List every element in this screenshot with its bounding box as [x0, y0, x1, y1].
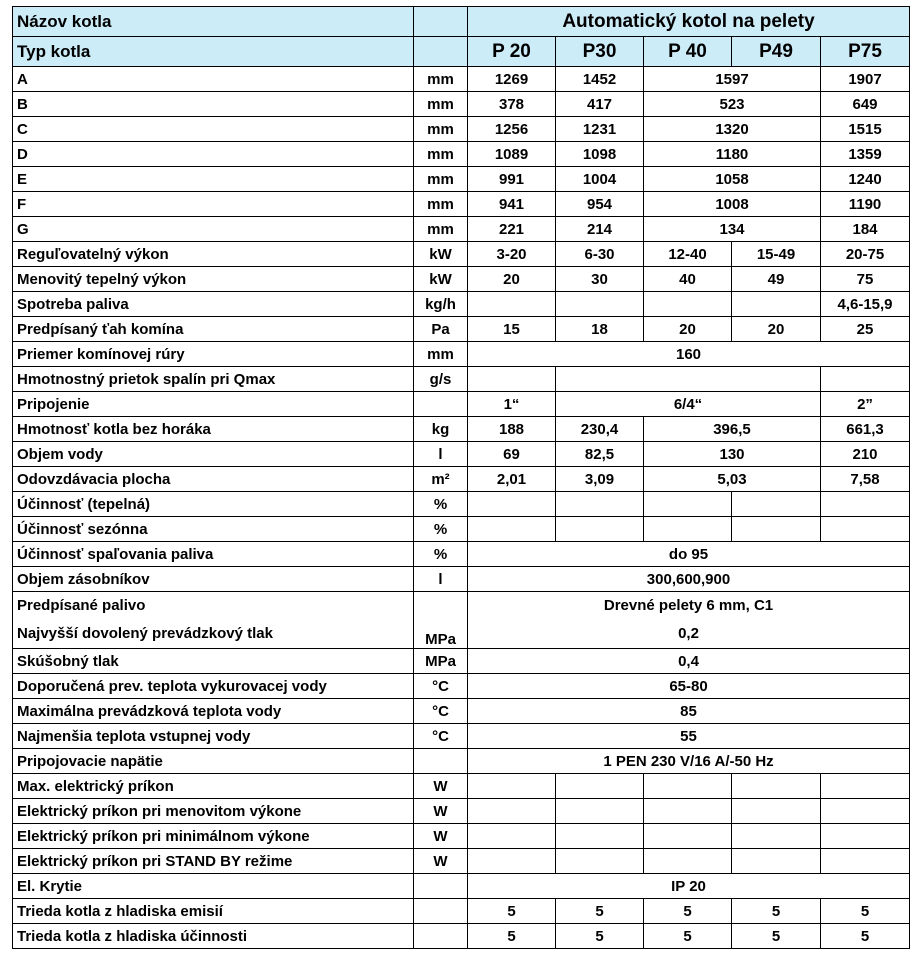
row-unit: l — [414, 442, 468, 467]
row-unit: °C — [414, 724, 468, 749]
cell-p75: 649 — [821, 92, 910, 117]
cell-p75: 210 — [821, 442, 910, 467]
table-row — [13, 92, 910, 117]
row-unit: mm — [414, 192, 468, 217]
cell-p40-p49: 396,5 — [644, 417, 821, 442]
table-row — [13, 217, 910, 242]
row-label: A — [13, 67, 414, 92]
row-label: Predpísaný ťah komína — [13, 317, 414, 342]
cell-p20: 1269 — [468, 67, 556, 92]
table-row — [13, 849, 910, 874]
cell-p30: 3,09 — [556, 467, 644, 492]
cell-p40-p49: 1320 — [644, 117, 821, 142]
cell-all-models: 160 — [468, 342, 910, 367]
table-row — [13, 67, 910, 92]
boiler-name-value: Automatický kotol na pelety — [468, 7, 910, 37]
row-unit: MPa — [414, 649, 468, 674]
cell-p20: 991 — [468, 167, 556, 192]
row-unit: % — [414, 542, 468, 567]
cell-p40-p49: 134 — [644, 217, 821, 242]
cell-p49: 20 — [732, 317, 821, 342]
cell-p30: 1452 — [556, 67, 644, 92]
cell-p40-p49: 5,03 — [644, 467, 821, 492]
row-label: Hmotnosť kotla bez horáka — [13, 417, 414, 442]
table-row — [13, 242, 910, 267]
row-unit: g/s — [414, 367, 468, 392]
row-label: Trieda kotla z hladiska účinnosti — [13, 924, 414, 949]
table-row — [13, 874, 910, 899]
cell-p49: 15-49 — [732, 242, 821, 267]
cell-p20: 5 — [468, 899, 556, 924]
cell-p49: 49 — [732, 267, 821, 292]
cell-p75: 1359 — [821, 142, 910, 167]
row-label: Účinnosť (tepelná) — [13, 492, 414, 517]
cell-all-models: 65-80 — [468, 674, 910, 699]
cell-p75: 20-75 — [821, 242, 910, 267]
table-row — [13, 542, 910, 567]
cell-p75: 7,58 — [821, 467, 910, 492]
cell-p75: 4,6-15,9 — [821, 292, 910, 317]
boiler-type-label: Typ kotla — [13, 37, 414, 67]
cell-p20: 2,01 — [468, 467, 556, 492]
cell-p40: 40 — [644, 267, 732, 292]
row-unit: mm — [414, 92, 468, 117]
cell-p20: 221 — [468, 217, 556, 242]
row-unit: Pa — [414, 317, 468, 342]
cell-p75: 5 — [821, 924, 910, 949]
row-label: Objem vody — [13, 442, 414, 467]
table-row — [13, 167, 910, 192]
boiler-spec-table — [12, 6, 910, 949]
cell-p40-p49: 1008 — [644, 192, 821, 217]
cell-p40-p49: 1058 — [644, 167, 821, 192]
model-header-p49: P49 — [732, 37, 821, 67]
cell-p30: 1004 — [556, 167, 644, 192]
row-unit: kg — [414, 417, 468, 442]
boiler-name-label: Názov kotla — [13, 7, 414, 37]
table-row — [13, 649, 910, 674]
table-row — [13, 317, 910, 342]
row-label: Elektrický príkon pri minimálnom výkone — [13, 824, 414, 849]
row-label: Max. elektrický príkon — [13, 774, 414, 799]
model-header-row — [13, 37, 910, 67]
model-header-p40: P 40 — [644, 37, 732, 67]
row-label: B — [13, 92, 414, 117]
table-row — [13, 567, 910, 592]
row-unit: mm — [414, 67, 468, 92]
cell-p30: 82,5 — [556, 442, 644, 467]
row-unit: W — [414, 799, 468, 824]
cell-p20: 188 — [468, 417, 556, 442]
row-label: Účinnosť sezónna — [13, 517, 414, 542]
cell-p30: 417 — [556, 92, 644, 117]
cell-p20: 1089 — [468, 142, 556, 167]
row-label: Odovzdávacia plocha — [13, 467, 414, 492]
row-label: Doporučená prev. teplota vykurovacej vody — [13, 674, 414, 699]
cell-p20: 378 — [468, 92, 556, 117]
cell-all-models: IP 20 — [468, 874, 910, 899]
cell-p49: 5 — [732, 899, 821, 924]
cell-all-models: 1 PEN 230 V/16 A/-50 Hz — [468, 749, 910, 774]
cell-p75: 2” — [821, 392, 910, 417]
row-unit: W — [414, 824, 468, 849]
row-unit: W — [414, 849, 468, 874]
table-row — [13, 824, 910, 849]
row-label: Pripojovacie napätie — [13, 749, 414, 774]
table-row — [13, 267, 910, 292]
row-label: Maximálna prevádzková teplota vody — [13, 699, 414, 724]
table-row — [13, 699, 910, 724]
row-unit: % — [414, 517, 468, 542]
table-row — [13, 392, 910, 417]
row-unit: kW — [414, 242, 468, 267]
cell-p49: 5 — [732, 924, 821, 949]
table-row — [13, 724, 910, 749]
table-row — [13, 492, 910, 517]
row-unit: l — [414, 567, 468, 592]
cell-all-models: 300,600,900 — [468, 567, 910, 592]
cell-p75: 184 — [821, 217, 910, 242]
cell-all-models: 85 — [468, 699, 910, 724]
row-unit: mm — [414, 142, 468, 167]
row-unit: kW — [414, 267, 468, 292]
cell-p30: 30 — [556, 267, 644, 292]
cell-p20: 1256 — [468, 117, 556, 142]
row-label: Účinnosť spaľovania paliva — [13, 542, 414, 567]
cell-p20: 1“ — [468, 392, 556, 417]
row-label: Predpísané palivo — [17, 597, 146, 614]
cell-p75: 5 — [821, 899, 910, 924]
row-label: Priemer komínovej rúry — [13, 342, 414, 367]
table-row — [13, 799, 910, 824]
cell-p40-p49: 1597 — [644, 67, 821, 92]
row-unit: m² — [414, 467, 468, 492]
row-unit: mm — [414, 342, 468, 367]
row-label: Elektrický príkon pri menovitom výkone — [13, 799, 414, 824]
row-label: Menovitý tepelný výkon — [13, 267, 414, 292]
row-label: Reguľovatelný výkon — [13, 242, 414, 267]
cell-p75: 661,3 — [821, 417, 910, 442]
cell-p40-p49: 130 — [644, 442, 821, 467]
cell-p75: 75 — [821, 267, 910, 292]
cell-p40-p49: 1180 — [644, 142, 821, 167]
row-label: Hmotnostný prietok spalín pri Qmax — [13, 367, 414, 392]
row-unit: °C — [414, 699, 468, 724]
cell-all-models: 55 — [468, 724, 910, 749]
cell-p75: 1240 — [821, 167, 910, 192]
row-label: El. Krytie — [13, 874, 414, 899]
cell-p40: 5 — [644, 899, 732, 924]
cell-p40-p49: 523 — [644, 92, 821, 117]
cell-p75: 1190 — [821, 192, 910, 217]
table-row — [13, 467, 910, 492]
row-label: Najvyšší dovolený prevádzkový tlak — [17, 625, 273, 642]
row-unit: mm — [414, 217, 468, 242]
row-label: Pripojenie — [13, 392, 414, 417]
cell-all-models: 0,2 — [678, 625, 699, 642]
cell-p30: 954 — [556, 192, 644, 217]
cell-p30-p49: 6/4“ — [556, 392, 821, 417]
table-row — [13, 417, 910, 442]
row-unit: mm — [414, 117, 468, 142]
cell-p30: 5 — [556, 924, 644, 949]
row-label: Spotreba paliva — [13, 292, 414, 317]
row-label: D — [13, 142, 414, 167]
row-unit: MPa — [414, 592, 468, 649]
row-label: Objem zásobníkov — [13, 567, 414, 592]
cell-p20: 69 — [468, 442, 556, 467]
row-label: Elektrický príkon pri STAND BY režime — [13, 849, 414, 874]
cell-p30: 1098 — [556, 142, 644, 167]
table-row — [13, 292, 910, 317]
table-row — [13, 674, 910, 699]
row-label: E — [13, 167, 414, 192]
model-header-p20: P 20 — [468, 37, 556, 67]
table-row — [13, 774, 910, 799]
table-row — [13, 749, 910, 774]
row-label: Trieda kotla z hladiska emisií — [13, 899, 414, 924]
title-row — [13, 7, 910, 37]
table-row — [13, 117, 910, 142]
table-row — [13, 367, 910, 392]
cell-p20: 3-20 — [468, 242, 556, 267]
cell-p30: 1231 — [556, 117, 644, 142]
row-unit: W — [414, 774, 468, 799]
cell-p40: 20 — [644, 317, 732, 342]
table-row — [13, 442, 910, 467]
cell-p30: 230,4 — [556, 417, 644, 442]
cell-p20: 5 — [468, 924, 556, 949]
table-row — [13, 924, 910, 949]
cell-p75: 1907 — [821, 67, 910, 92]
cell-p40: 12-40 — [644, 242, 732, 267]
cell-p20: 15 — [468, 317, 556, 342]
cell-p20: 941 — [468, 192, 556, 217]
row-label: C — [13, 117, 414, 142]
row-label: Najmenšia teplota vstupnej vody — [13, 724, 414, 749]
row-unit: kg/h — [414, 292, 468, 317]
table-row — [13, 592, 910, 649]
cell-all-models: 0,4 — [468, 649, 910, 674]
table-row — [13, 142, 910, 167]
table-row — [13, 192, 910, 217]
cell-p30: 5 — [556, 899, 644, 924]
table-row — [13, 517, 910, 542]
table-row — [13, 899, 910, 924]
cell-p30: 6-30 — [556, 242, 644, 267]
cell-p30: 18 — [556, 317, 644, 342]
row-label: F — [13, 192, 414, 217]
cell-p75: 25 — [821, 317, 910, 342]
row-unit: °C — [414, 674, 468, 699]
model-header-p75: P75 — [821, 37, 910, 67]
row-label: G — [13, 217, 414, 242]
table-row — [13, 342, 910, 367]
cell-p30: 214 — [556, 217, 644, 242]
cell-all-models: do 95 — [468, 542, 910, 567]
cell-p75: 1515 — [821, 117, 910, 142]
cell-p40: 5 — [644, 924, 732, 949]
row-unit: mm — [414, 167, 468, 192]
cell-p20: 20 — [468, 267, 556, 292]
row-label: Skúšobný tlak — [13, 649, 414, 674]
row-unit: % — [414, 492, 468, 517]
model-header-p30: P30 — [556, 37, 644, 67]
cell-all-models: Drevné pelety 6 mm, C1 — [603, 597, 774, 614]
